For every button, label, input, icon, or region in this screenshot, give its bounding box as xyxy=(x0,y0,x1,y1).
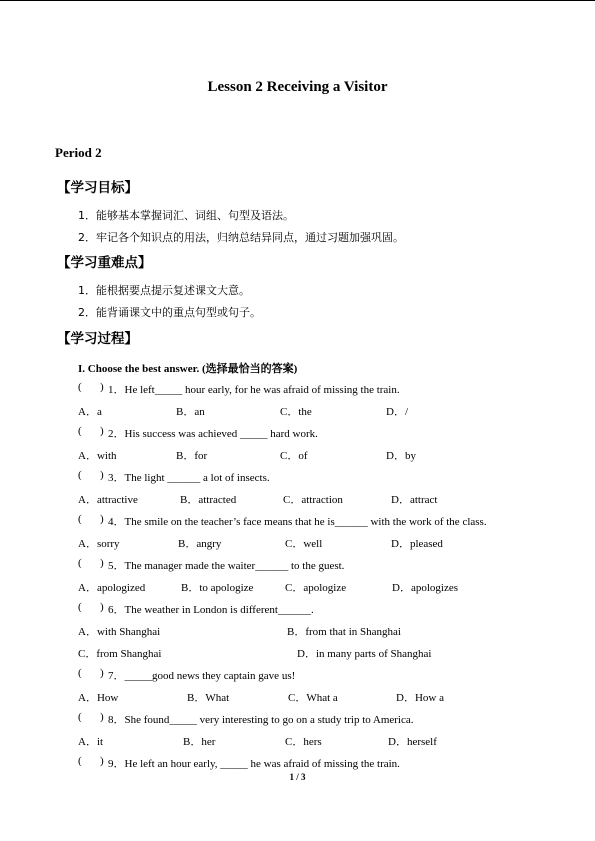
option-c: C．from Shanghai xyxy=(78,648,162,660)
option-d: D．attract xyxy=(391,494,438,506)
question-paren-open: ( xyxy=(78,469,82,481)
objective-item-1: 1．能够基本掌握词汇、词组、句型及语法。 xyxy=(78,209,294,222)
option-a: A．sorry xyxy=(78,538,120,550)
page-number: 1 / 3 xyxy=(289,772,306,782)
question-paren-open: ( xyxy=(78,381,82,393)
option-b: B．to apologize xyxy=(181,582,254,594)
question-paren-close: ) xyxy=(100,601,104,613)
question-paren-close: ) xyxy=(100,425,104,437)
question-paren-open: ( xyxy=(78,513,82,525)
option-c: C．attraction xyxy=(283,494,343,506)
question-paren-open: ( xyxy=(78,425,82,437)
option-b: B．her xyxy=(183,736,216,748)
question-text: 1．He left_____ hour early, for he was afraid of missing the train. xyxy=(108,384,400,396)
question-paren-close: ) xyxy=(100,557,104,569)
lesson-title: Lesson 2 Receiving a Visitor xyxy=(207,79,388,95)
question-paren-close: ) xyxy=(100,469,104,481)
option-c: C．hers xyxy=(285,736,322,748)
option-b: B．angry xyxy=(178,538,222,550)
section-objectives-heading: 【学习目标】 xyxy=(57,180,138,196)
option-b: B．attracted xyxy=(180,494,237,506)
option-c: C．What a xyxy=(288,692,338,704)
section-process-heading: 【学习过程】 xyxy=(57,331,138,347)
question-paren-open: ( xyxy=(78,667,82,679)
option-c: C．apologize xyxy=(285,582,347,594)
option-d: D．herself xyxy=(388,736,437,748)
question-paren-close: ) xyxy=(100,513,104,525)
option-d: D．in many parts of Shanghai xyxy=(297,648,432,660)
question-text: 8．She found_____ very interesting to go on a study trip to America. xyxy=(108,714,414,726)
question-paren-open: ( xyxy=(78,557,82,569)
objective-item-2: 2．牢记各个知识点的用法，归纳总结异同点，通过习题加强巩固。 xyxy=(78,231,404,244)
exercise-heading: I. Choose the best answer. (选择最恰当的答案) xyxy=(78,363,298,375)
section-keypoints-heading: 【学习重难点】 xyxy=(57,255,152,271)
option-b: B．an xyxy=(176,406,205,418)
option-a: A．How xyxy=(78,692,119,704)
question-paren-close: ) xyxy=(100,711,104,723)
question-paren-open: ( xyxy=(78,601,82,613)
question-text: 3．The light ______ a lot of insects. xyxy=(108,472,270,484)
option-a: A．apologized xyxy=(78,582,146,594)
question-text: 9．He left an hour early, _____ he was afraid of missing the train. xyxy=(108,758,400,770)
option-d: D．pleased xyxy=(391,538,443,550)
option-d: D．How a xyxy=(396,692,444,704)
question-paren-close: ) xyxy=(100,755,104,767)
option-a: A．with Shanghai xyxy=(78,626,161,638)
option-c: C．well xyxy=(285,538,323,550)
option-b: B．from that in Shanghai xyxy=(287,626,401,638)
option-d: D．/ xyxy=(386,406,408,418)
question-text: 7．_____good news they captain gave us! xyxy=(108,670,296,682)
option-a: A．it xyxy=(78,736,104,748)
option-d: D．apologizes xyxy=(392,582,458,594)
question-paren-close: ) xyxy=(100,381,104,393)
option-a: A．a xyxy=(78,406,102,418)
option-a: A．with xyxy=(78,450,117,462)
keypoint-item-1: 1．能根据要点提示复述课文大意。 xyxy=(78,284,250,297)
question-text: 6．The weather in London is different______. xyxy=(108,604,314,616)
period-label: Period 2 xyxy=(55,145,102,160)
keypoint-item-2: 2．能背诵课文中的重点句型或句子。 xyxy=(78,306,261,319)
option-c: C．the xyxy=(280,406,312,418)
option-a: A．attractive xyxy=(78,494,138,506)
question-paren-open: ( xyxy=(78,755,82,767)
top-rule xyxy=(0,0,595,1)
option-b: B．for xyxy=(176,450,208,462)
option-d: D．by xyxy=(386,450,416,462)
question-paren-open: ( xyxy=(78,711,82,723)
option-b: B．What xyxy=(187,692,230,704)
question-text: 4．The smile on the teacher’s face means that he is______ with the work of the class. xyxy=(108,516,487,528)
option-c: C．of xyxy=(280,450,308,462)
question-paren-close: ) xyxy=(100,667,104,679)
question-text: 2．His success was achieved _____ hard work. xyxy=(108,428,318,440)
question-text: 5．The manager made the waiter______ to the guest. xyxy=(108,560,345,572)
